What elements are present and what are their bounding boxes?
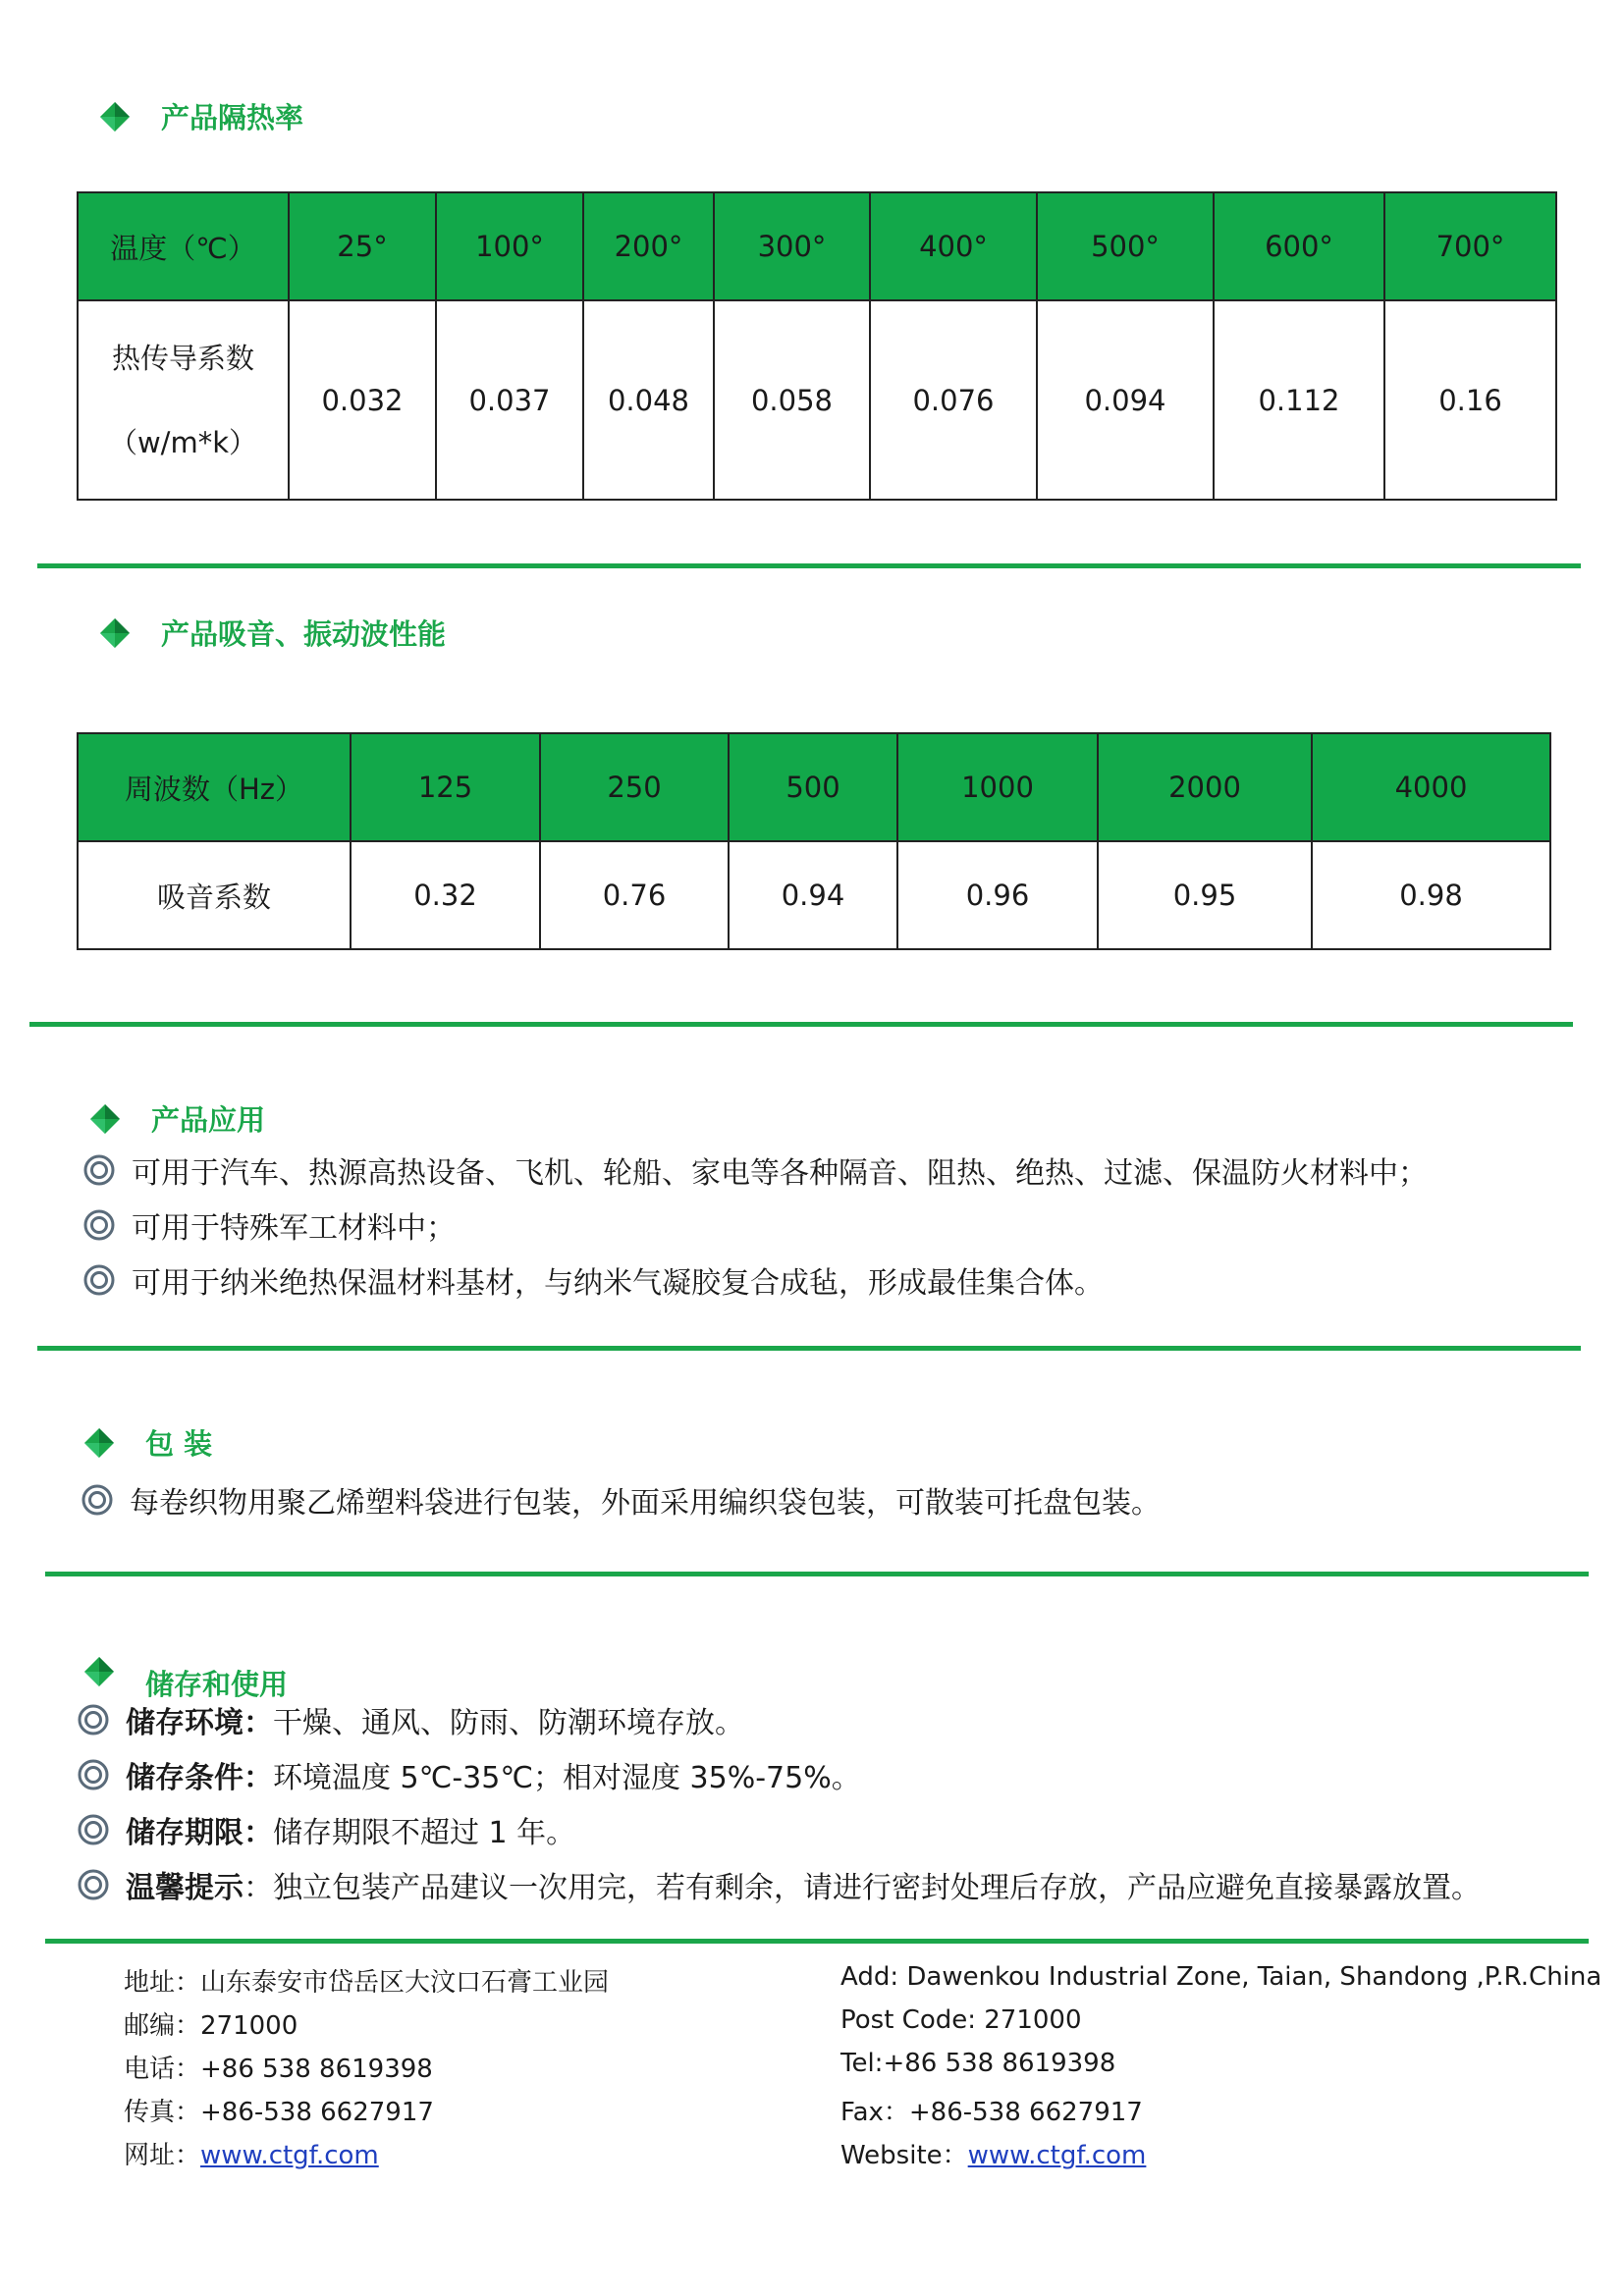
header-cell: 500° [1037, 192, 1214, 300]
value-cell: 0.094 [1037, 300, 1214, 500]
list-item-label: 储存环境： [126, 1706, 273, 1740]
double-ring-icon [77, 1703, 110, 1736]
double-ring-icon [77, 1758, 110, 1791]
header-cell: 125 [351, 733, 540, 841]
header-cell: 200° [583, 192, 714, 300]
green-diamond-icon [82, 1426, 116, 1460]
section-title-text: 产品隔热率 [161, 101, 304, 134]
divider-rule [45, 1572, 1589, 1576]
header-cell: 500 [729, 733, 897, 841]
divider-rule [37, 1346, 1581, 1351]
list-item-text: 可用于汽车、热源高热设备、飞机、轮船、家电等各种隔音、阻热、绝热、过滤、保温防火材料中； [132, 1156, 1428, 1191]
double-ring-icon [82, 1153, 116, 1187]
row-label-cell: 吸音系数 [78, 841, 351, 949]
website-link[interactable]: www.ctgf.com [967, 2141, 1147, 2170]
footer-website [124, 2135, 379, 2171]
section-title-thermal [98, 96, 303, 136]
list-item-text: 可用于特殊军工材料中； [132, 1211, 456, 1246]
footer-website-label: 网址： [124, 2141, 201, 2170]
section-title-text: 产品吸音、振动波性能 [161, 617, 447, 651]
list-item-text: 可用于纳米绝热保温材料基材，与纳米气凝胶复合成毡，形成最佳集合体。 [132, 1266, 1104, 1301]
divider-rule [37, 563, 1581, 568]
value-cell: 0.32 [351, 841, 540, 949]
footer-fax: 传真：+86-538 6627917 [124, 2098, 434, 2127]
header-cell: 250 [540, 733, 729, 841]
header-cell: 温度（℃） [78, 192, 289, 300]
value-cell: 0.058 [714, 300, 870, 500]
value-cell: 0.96 [897, 841, 1098, 949]
green-diamond-icon [82, 1655, 116, 1688]
list-item-label: 储存条件： [126, 1761, 273, 1795]
footer-postcode: Post Code: 271000 [840, 2005, 1082, 2035]
double-ring-icon [77, 1813, 110, 1846]
row-label-unit: （w/m*k） [108, 425, 258, 459]
value-cell: 0.112 [1214, 300, 1384, 500]
row-label-line: 热传导系数 [111, 341, 254, 375]
table-header-row [78, 192, 1556, 300]
list-item [77, 1863, 1481, 1906]
divider-rule [45, 1939, 1589, 1944]
double-ring-icon [77, 1868, 110, 1901]
list-item-text: ：独立包装产品建议一次用完，若有剩余，请进行密封处理后存放，产品应避免直接暴露放置。 [244, 1871, 1481, 1905]
website-link[interactable]: www.ctgf.com [200, 2141, 379, 2170]
value-cell: 0.032 [289, 300, 436, 500]
footer-fax: Fax：+86-538 6627917 [840, 2098, 1143, 2127]
thermal-table [77, 191, 1557, 501]
list-item-text: 储存期限不超过 1 年。 [273, 1816, 576, 1850]
divider-rule [29, 1022, 1573, 1027]
green-diamond-icon [88, 1102, 122, 1136]
table-header-row [78, 733, 1550, 841]
value-cell: 0.94 [729, 841, 897, 949]
section-title-packaging [82, 1422, 212, 1463]
value-cell: 0.16 [1384, 300, 1556, 500]
table-row [78, 841, 1550, 949]
list-item [82, 1258, 1104, 1302]
list-item-label: 温馨提示 [126, 1871, 244, 1905]
footer-address: Add: Dawenkou Industrial Zone, Taian, Shandong ,P.R.China [840, 1962, 1602, 1992]
double-ring-icon [81, 1483, 114, 1517]
list-item-text: 每卷织物用聚乙烯塑料袋进行包装，外面采用编织袋包装，可散装可托盘包装。 [130, 1486, 1161, 1521]
row-label-cell [78, 300, 289, 500]
section-title-storage [82, 1639, 288, 1703]
value-cell: 0.037 [436, 300, 583, 500]
header-cell: 100° [436, 192, 583, 300]
green-diamond-icon [98, 100, 132, 133]
header-cell: 2000 [1098, 733, 1312, 841]
green-diamond-icon [98, 616, 132, 650]
section-title-text: 产品应用 [151, 1103, 266, 1137]
footer-tel: Tel:+86 538 8619398 [840, 2049, 1116, 2078]
footer-website-label: Website： [840, 2141, 968, 2170]
header-cell: 25° [289, 192, 436, 300]
list-item [81, 1478, 1161, 1522]
header-cell: 300° [714, 192, 870, 300]
list-item [82, 1203, 456, 1247]
value-cell: 0.048 [583, 300, 714, 500]
value-cell: 0.76 [540, 841, 729, 949]
list-item [77, 1698, 744, 1741]
header-cell: 400° [870, 192, 1037, 300]
footer-website [840, 2135, 1146, 2171]
header-cell: 600° [1214, 192, 1384, 300]
list-item-text: 干燥、通风、防雨、防潮环境存放。 [273, 1706, 744, 1740]
list-item-label: 储存期限： [126, 1816, 273, 1850]
value-cell: 0.98 [1312, 841, 1550, 949]
list-item [77, 1753, 861, 1796]
section-title-text: 储存和使用 [145, 1668, 289, 1701]
section-title-text: 包 装 [145, 1427, 213, 1461]
footer-postcode: 邮编：271000 [124, 2011, 298, 2041]
list-item [82, 1148, 1428, 1192]
acoustic-table [77, 732, 1551, 950]
double-ring-icon [82, 1263, 116, 1297]
value-cell: 0.95 [1098, 841, 1312, 949]
section-title-acoustic [98, 613, 446, 653]
section-title-application [88, 1098, 265, 1139]
footer-address: 地址：山东泰安市岱岳区大汶口石膏工业园 [124, 1968, 610, 1998]
header-cell: 1000 [897, 733, 1098, 841]
double-ring-icon [82, 1208, 116, 1242]
list-item [77, 1808, 575, 1851]
header-cell: 700° [1384, 192, 1556, 300]
header-cell: 周波数（Hz） [78, 733, 351, 841]
list-item-text: 环境温度 5℃-35℃；相对湿度 35%-75%。 [273, 1761, 861, 1795]
header-cell: 4000 [1312, 733, 1550, 841]
footer-tel: 电话：+86 538 8619398 [124, 2055, 433, 2084]
table-row [78, 300, 1556, 500]
value-cell: 0.076 [870, 300, 1037, 500]
